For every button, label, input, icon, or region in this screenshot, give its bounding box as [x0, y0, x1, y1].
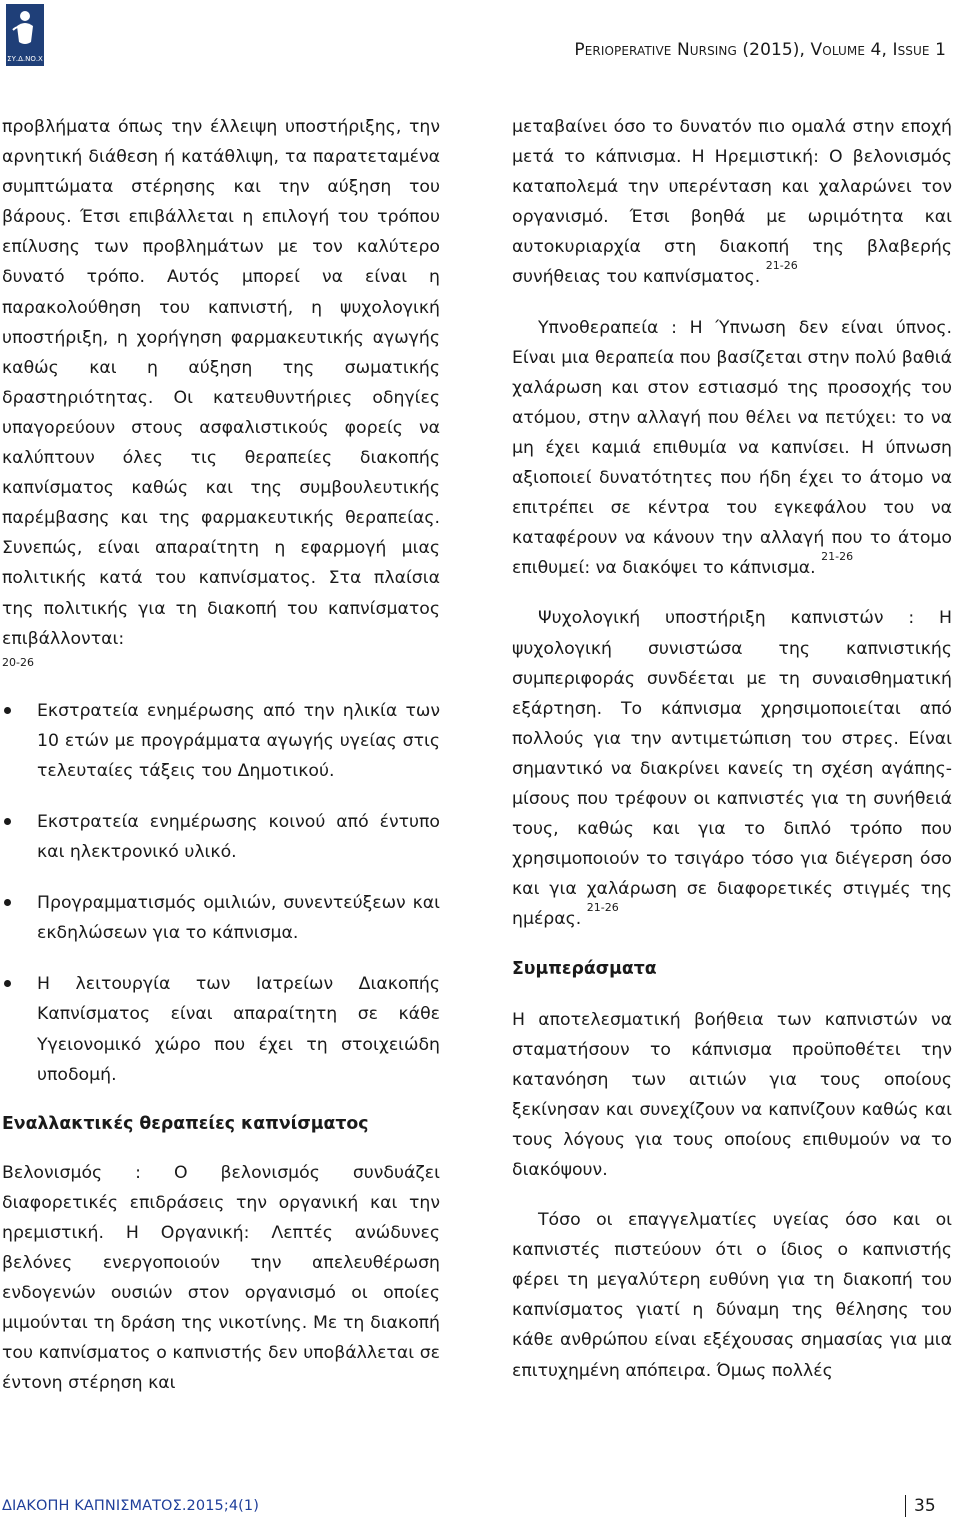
- paragraph-text: Υπνοθεραπεία : Η Ύπνωση δεν είναι ύπνος. Είναι μια θεραπεία που βασίζεται στην πολύ βαθιά χαλάρωση και στον εστιασμό της προσοχής του ατόμου, στην αλλαγή που θέλει να πετύχει: το να μη έχει καμιά επιθυμία να καπνίσει. Η ύπνωση αξιοποιεί δυνατότητες που ήδη έχει το άτομο να επιτρέπει σε κέντρα του εγκεφάλου του να καταφέρουν να κάνουν την αλλαγή που το άτομο επιθυμεί: να διακόψει το κάπνισμα.: [512, 317, 952, 579]
- list-item-text: Εκστρατεία ενημέρωσης κοινού από έντυπο και ηλεκτρονικό υλικό.: [37, 811, 440, 863]
- list-item: [2, 696, 440, 786]
- left-column: [2, 112, 440, 1399]
- reference-superscript: 21-26: [586, 901, 619, 915]
- paragraph-text: Τόσο οι επαγγελματίες υγείας όσο και οι καπνιστές πιστεύουν ότι ο ίδιος ο καπνιστής φέρει τη μεγαλύτερη ευθύνη για τη διακοπή του καπνίσματος γιατί η δύναμη της θέλησης του κάθε ανθρώπου είναι εξέχουσας σημασίας για μια επιτυχημένη απόπειρα. Όμως πολλές: [512, 1210, 952, 1381]
- section-heading-alternative-therapies: [2, 1109, 440, 1139]
- list-item: [2, 888, 440, 948]
- list-item-text: Εκστρατεία ενημέρωσης από την ηλικία των 10 ετών με προγράμματα αγωγής υγείας στις τελευταίες τάξεις του Δημοτικού.: [37, 700, 440, 781]
- heading-text: Συμπεράσματα: [512, 959, 657, 980]
- paragraph-text: Η αποτελεσματική βοήθεια των καπνιστών να σταματήσουν το κάπνισμα προϋποθέτει την κατανόηση των αιτιών για τους οποίους ξεκίνησαν και συνεχίζουν να καπνίζουν καθώς και τους λόγους για τους οποίους επιθυμούν να το διακόψουν.: [512, 1009, 952, 1180]
- paragraph-text: μεταβαίνει όσο το δυνατόν πιο ομαλά στην εποχή μετά το κάπνισμα. Η Ηρεμιστική: Ο βελονισμός καταπολεμά την υπερένταση και χαλαρώνει τον οργανισμό. Έτσι βοηθά με ωριμότητα και αυτοκυριαρχία στη διακοπή της βλαβερής συνήθειας του καπνίσματος.: [512, 117, 952, 288]
- list-item-text: Προγραμματισμός ομιλιών, συνεντεύξεων και εκδηλώσεων για το κάπνισμα.: [37, 893, 440, 944]
- policy-list: [2, 696, 440, 1090]
- hypnotherapy-paragraph: [512, 313, 952, 584]
- list-item-text: Η λειτουργία των Ιατρείων Διακοπής Καπνίσματος είναι απαραίτητη σε κάθε Υγειονομικό χώρο που έχει τη στοιχειώδη υποδομή.: [37, 974, 440, 1085]
- intro-text: προβλήματα όπως την έλλειψη υποστήριξης, την αρνητική διάθεση ή κατάθλιψη, τα παρατεταμένα συμπτώματα στέρησης και την αύξηση του βάρους. Έτσι επιβάλλεται η επιλογή του τρόπου επίλυσης των προβλημάτων με τον καλύτερο δυνατό τρόπο. Αυτός μπορεί να είναι η παρακολούθηση του καπνιστή, η ψυχολογική υποστήριξη, η χορήγηση φαρμακευτικής αγωγής καθώς και η αύξηση της σωματικής δραστηριότητας. Οι κατευθυντήριες οδηγίες υπαγορεύουν στους ασφαλιστικούς φορείς να καλύπτουν όλες τις θεραπείες διακοπής καπνίσματος καθώς και της συμβουλευτικής παρέμβασης και της φαρμακευτικής θεραπείας. Συνεπώς, είναι απαραίτητη η εφαρμογή μιας πολιτικής κατά του καπνίσματος. Στα πλαίσια της πολιτικής για τη διακοπή του καπνίσματος επιβάλλονται:: [2, 117, 440, 649]
- intro-ref: [2, 656, 440, 670]
- section-heading-conclusions: [512, 954, 952, 984]
- acupuncture-continued-paragraph: [512, 112, 952, 293]
- list-item: [2, 807, 440, 867]
- heading-text: Εναλλακτικές θεραπείες καπνίσματος: [2, 1113, 369, 1134]
- conclusions-paragraph-1: [512, 1005, 952, 1186]
- acupuncture-paragraph: [2, 1158, 440, 1399]
- intro-ref-text: 20-26: [2, 655, 34, 669]
- reference-superscript: 21-26: [765, 259, 798, 273]
- logo-text: ΣΥ.Δ.ΝΟ.Χ: [7, 55, 43, 63]
- footer-citation: ΔΙΑΚΟΠΗ ΚΑΠΝΙΣΜΑΤΟΣ.2015;4(1): [2, 1498, 259, 1514]
- right-column: [512, 112, 952, 1386]
- acupuncture-text: Βελονισμός : Ο βελονισμός συνδυάζει διαφορετικές επιδράσεις την οργανική και την ηρεμιστική. Η Οργανική: Λεπτές ανώδυνες βελόνες ενεργοποιούν την απελευθέρωση ενδογενών ουσιών στον οργανισμό οι οποίες μιμούνται τη δράση της νικοτίνης. Με τη διακοπή του καπνίσματος ο καπνιστής δεν υποβάλλεται σε έντονη στέρηση και: [2, 1162, 440, 1394]
- paragraph-text: Ψυχολογική υποστήριξη καπνιστών : Η ψυχολογική συνιστώσα της καπνιστικής συμπεριφοράς συνδέεται με τη συναισθηματική εξάρτηση. Το κάπνισμα χρησιμοποιείται από πολλούς για την αντιμετώπιση του στρες. Είναι σημαντικό να διακρίνει κανείς τη σχέση αγάπης-μίσους που τρέφουν οι καπνιστές για τη συνήθειά τους, καθώς και για το διπλό τρόπο που χρησιμοποιούν το τσιγάρο τόσο για διέγερση όσο και για χαλάρωση σε διαφορετικές στιγμές της ημέρας.: [512, 608, 952, 930]
- list-item: [2, 969, 440, 1089]
- running-head: Perioperative Nursing (2015), Volume 4, Issue 1: [574, 40, 946, 60]
- journal-logo: [6, 4, 44, 66]
- reference-superscript: 21-26: [821, 550, 854, 564]
- intro-paragraph: [2, 112, 440, 654]
- psychological-support-paragraph: [512, 603, 952, 934]
- figure-logo-icon: [9, 8, 41, 48]
- page-number: 35: [905, 1495, 936, 1517]
- conclusions-paragraph-2: [512, 1205, 952, 1386]
